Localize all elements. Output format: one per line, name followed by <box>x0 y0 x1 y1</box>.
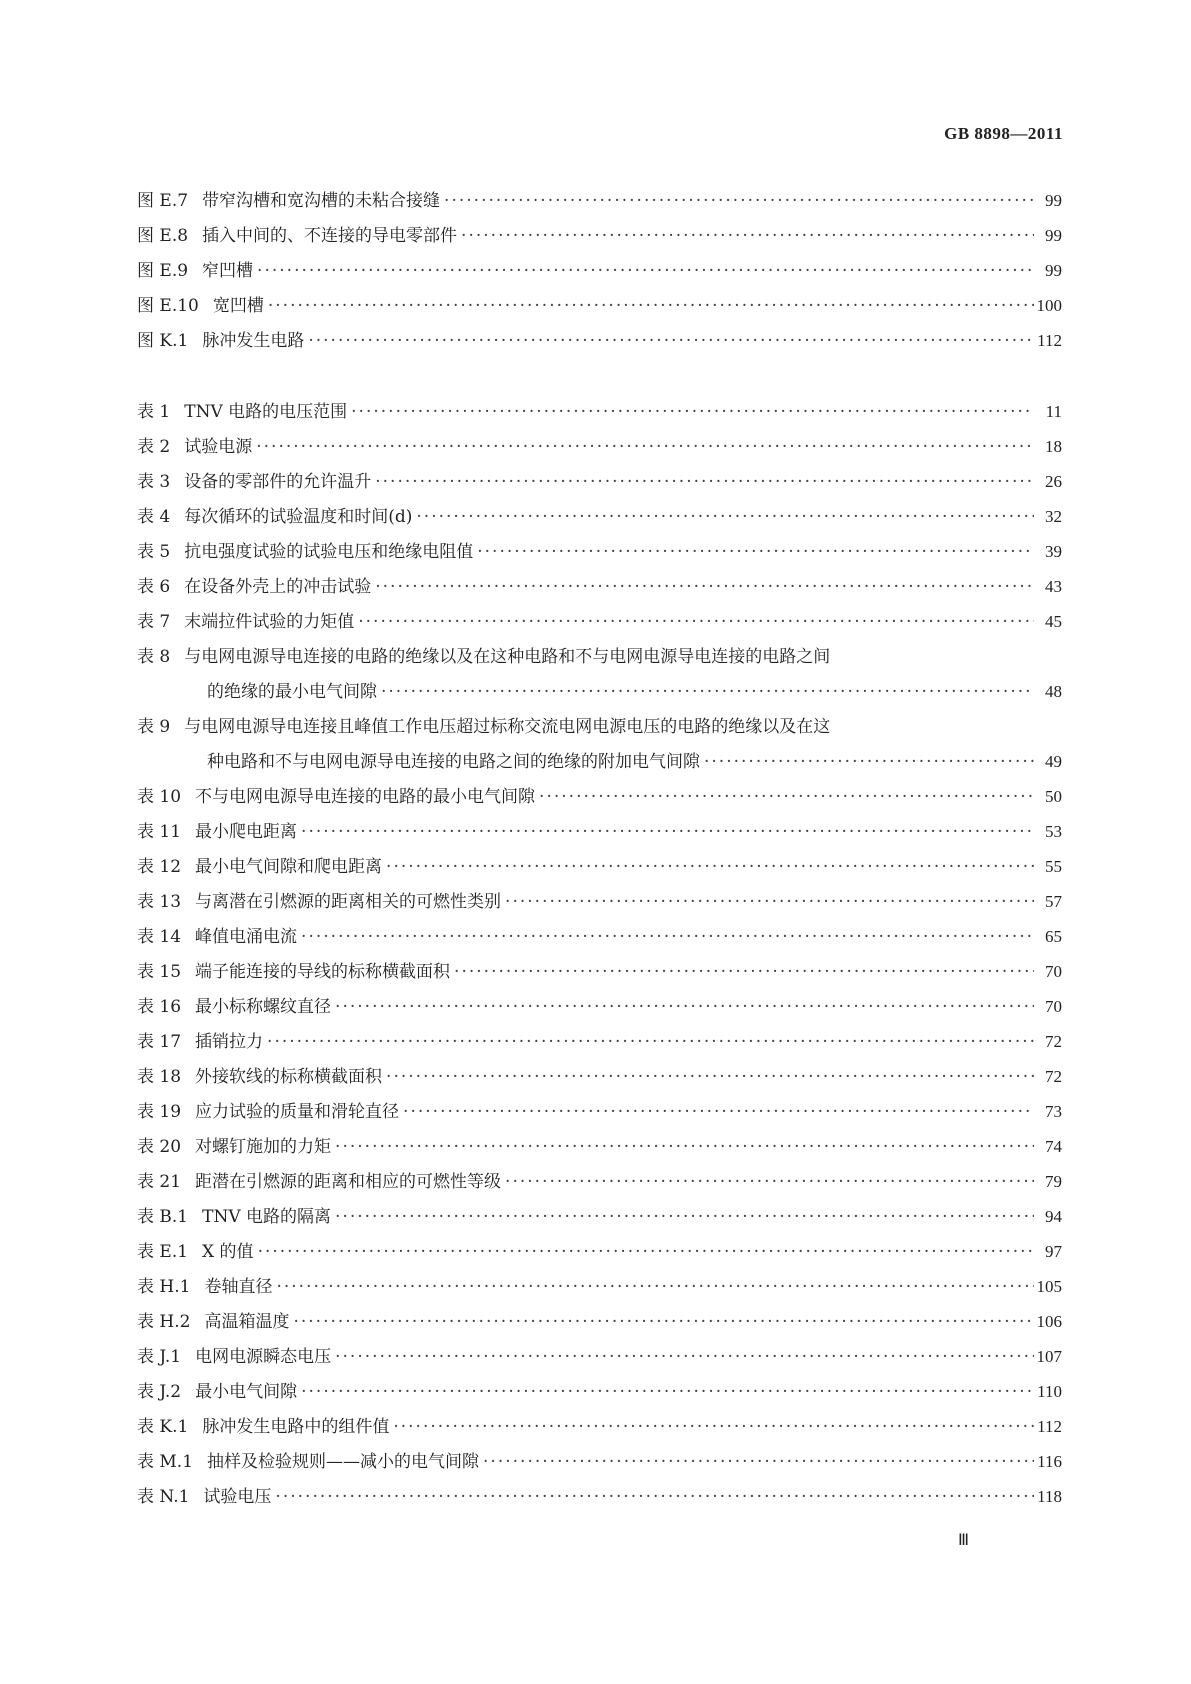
leader-dots <box>331 1346 1034 1368</box>
leader-dots <box>389 1416 1034 1438</box>
leader-dots <box>297 821 1034 843</box>
table-entry[interactable] <box>137 1333 1062 1368</box>
entry-title: 端子能连接的导线的标称横截面积 <box>195 962 451 982</box>
leader-dots <box>271 1486 1034 1508</box>
entry-label: 表 8 <box>137 647 171 667</box>
entry-title: 每次循环的试验温度和时间(d) <box>184 507 413 527</box>
entry-label: 表 11 <box>137 822 182 842</box>
table-entry[interactable] <box>137 1018 1062 1053</box>
leader-dots <box>535 786 1034 808</box>
leader-dots <box>700 751 1034 773</box>
entry-title: 最小标称螺纹直径 <box>195 997 332 1017</box>
entry-page: 105 <box>1036 1277 1062 1296</box>
entry-title-continued: 的绝缘的最小电气间隙 <box>207 682 377 702</box>
entry-page: 39 <box>1045 542 1062 561</box>
table-entry[interactable] <box>137 843 1062 878</box>
entry-title: 带窄沟槽和宽沟槽的未粘合接缝 <box>202 191 441 211</box>
entry-title: 与电网电源导电连接且峰值工作电压超过标称交流电网电源电压的电路的绝缘以及在这 <box>184 717 831 737</box>
entry-title: 卷轴直径 <box>204 1277 273 1297</box>
table-entry[interactable] <box>137 1368 1062 1403</box>
figure-list <box>137 177 1062 352</box>
entry-title: 脉冲发生电路 <box>202 331 305 351</box>
entry-label: 表 6 <box>137 577 171 597</box>
entry-label: 表 12 <box>137 857 182 877</box>
leader-dots <box>412 506 1034 528</box>
leader-dots <box>272 1276 1034 1298</box>
table-entry[interactable] <box>137 1263 1062 1298</box>
entry-title: 在设备外壳上的冲击试验 <box>184 577 372 597</box>
leader-dots <box>289 1311 1034 1333</box>
entry-title: 抽样及检验规则——减小的电气间隙 <box>207 1452 480 1472</box>
entry-label: 表 15 <box>137 962 182 982</box>
entry-label: 图 E.10 <box>137 296 199 316</box>
leader-dots <box>377 681 1034 703</box>
leader-dots <box>297 1381 1034 1403</box>
table-entry[interactable] <box>137 563 1062 598</box>
entry-page: 32 <box>1045 507 1062 526</box>
entry-page: 116 <box>1037 1452 1062 1471</box>
entry-title: 高温箱温度 <box>204 1312 290 1332</box>
table-entry[interactable] <box>137 948 1062 983</box>
table-entry[interactable] <box>137 913 1062 948</box>
table-entry[interactable] <box>137 1473 1062 1508</box>
entry-page: 26 <box>1045 472 1062 491</box>
entry-page: 43 <box>1045 577 1062 596</box>
entry-page: 94 <box>1045 1207 1062 1226</box>
entry-page: 118 <box>1037 1487 1062 1506</box>
entry-title: 对螺钉施加的力矩 <box>195 1137 332 1157</box>
table-entry[interactable] <box>137 773 1062 808</box>
leader-dots <box>371 471 1034 493</box>
entry-page: 74 <box>1045 1137 1062 1156</box>
section-gap <box>137 352 1062 388</box>
entry-label: 表 2 <box>137 437 171 457</box>
entry-page: 11 <box>1045 402 1062 421</box>
table-entry[interactable] <box>137 1298 1062 1333</box>
figure-entry[interactable] <box>137 212 1062 247</box>
entry-label: 表 1 <box>137 402 171 422</box>
leader-dots <box>371 576 1034 598</box>
entry-title: 窄凹槽 <box>202 261 254 281</box>
table-entry[interactable] <box>137 878 1062 913</box>
leader-dots <box>501 891 1034 913</box>
entry-page: 72 <box>1045 1032 1062 1051</box>
leader-dots <box>331 1206 1034 1228</box>
entry-label: 表 13 <box>137 892 182 912</box>
leader-dots <box>501 1171 1034 1193</box>
leader-dots <box>399 1101 1034 1123</box>
figure-entry[interactable] <box>137 317 1062 352</box>
entry-page: 48 <box>1045 682 1062 701</box>
entry-title: 不与电网电源导电连接的电路的最小电气间隙 <box>195 787 536 807</box>
entry-title: 试验电压 <box>203 1487 272 1507</box>
entry-page: 106 <box>1036 1312 1062 1331</box>
entry-title: 与离潜在引燃源的距离相关的可燃性类别 <box>195 892 502 912</box>
leader-dots <box>331 1136 1034 1158</box>
entry-page: 79 <box>1045 1172 1062 1191</box>
entry-label: 图 E.7 <box>137 191 189 211</box>
entry-label: 表 14 <box>137 927 182 947</box>
entry-label: 表 3 <box>137 472 171 492</box>
table-entry[interactable] <box>137 1438 1062 1473</box>
leader-dots <box>254 1241 1034 1263</box>
entry-label: 表 J.2 <box>137 1382 182 1402</box>
entry-label: 表 N.1 <box>137 1487 190 1507</box>
entry-title: 末端拉件试验的力矩值 <box>184 612 355 632</box>
leader-dots <box>354 611 1034 633</box>
entry-title: X 的值 <box>202 1242 254 1262</box>
entry-title: 插入中间的、不连接的导电零部件 <box>202 226 458 246</box>
entry-title: 设备的零部件的允许温升 <box>184 472 372 492</box>
figure-entry[interactable] <box>137 177 1062 212</box>
table-entry[interactable] <box>137 388 1062 423</box>
entry-page: 99 <box>1045 261 1062 280</box>
leader-dots <box>252 436 1034 458</box>
entry-title: 最小电气间隙和爬电距离 <box>195 857 383 877</box>
table-entry[interactable] <box>137 1053 1062 1088</box>
table-entry[interactable] <box>137 633 1062 703</box>
entry-page: 18 <box>1045 437 1062 456</box>
table-entry[interactable] <box>137 598 1062 633</box>
page-folio: Ⅲ <box>957 1532 969 1549</box>
entry-label: 图 E.9 <box>137 261 189 281</box>
entry-label: 表 17 <box>137 1032 182 1052</box>
entry-label: 表 19 <box>137 1102 182 1122</box>
entry-title: 试验电源 <box>184 437 253 457</box>
leader-dots <box>263 1031 1034 1053</box>
entry-label: 表 M.1 <box>137 1452 194 1472</box>
leader-dots <box>473 541 1034 563</box>
table-entry[interactable] <box>137 1123 1062 1158</box>
entry-page: 55 <box>1045 857 1062 876</box>
entry-page: 112 <box>1037 331 1062 350</box>
entry-label: 表 18 <box>137 1067 182 1087</box>
entry-label: 表 H.2 <box>137 1312 191 1332</box>
entry-page: 53 <box>1045 822 1062 841</box>
table-entry[interactable] <box>137 1193 1062 1228</box>
entry-label: 表 21 <box>137 1172 182 1192</box>
entry-title: 插销拉力 <box>195 1032 264 1052</box>
entry-label: 图 E.8 <box>137 226 189 246</box>
leader-dots <box>382 856 1034 878</box>
leader-dots <box>450 961 1034 983</box>
entry-page: 45 <box>1045 612 1062 631</box>
table-of-contents <box>137 177 1062 1508</box>
table-entry[interactable] <box>137 703 1062 773</box>
leader-dots <box>264 295 1034 317</box>
entry-label: 表 5 <box>137 542 171 562</box>
leader-dots <box>440 190 1034 212</box>
entry-label: 表 J.1 <box>137 1347 182 1367</box>
leader-dots <box>479 1451 1034 1473</box>
entry-title: 外接软线的标称横截面积 <box>195 1067 383 1087</box>
entry-title: 脉冲发生电路中的组件值 <box>202 1417 390 1437</box>
entry-label: 表 E.1 <box>137 1242 189 1262</box>
leader-dots <box>347 401 1034 423</box>
entry-title: 峰值电涌电流 <box>195 927 298 947</box>
entry-title: 最小爬电距离 <box>195 822 298 842</box>
entry-page: 112 <box>1037 1417 1062 1436</box>
entry-label: 表 K.1 <box>137 1417 189 1437</box>
entry-page: 99 <box>1045 191 1062 210</box>
table-entry[interactable] <box>137 458 1062 493</box>
entry-title: 电网电源瞬态电压 <box>195 1347 332 1367</box>
entry-title: TNV 电路的电压范围 <box>184 402 348 422</box>
leader-dots <box>297 926 1034 948</box>
entry-page: 49 <box>1045 752 1062 771</box>
table-entry[interactable] <box>137 1158 1062 1193</box>
leader-dots <box>253 260 1034 282</box>
leader-dots <box>457 225 1034 247</box>
table-entry[interactable] <box>137 493 1062 528</box>
standard-number: GB 8898—2011 <box>944 124 1063 143</box>
entry-label: 表 B.1 <box>137 1207 189 1227</box>
entry-title: 与电网电源导电连接的电路的绝缘以及在这种电路和不与电网电源导电连接的电路之间 <box>184 647 831 667</box>
leader-dots <box>304 330 1034 352</box>
entry-page: 97 <box>1045 1242 1062 1261</box>
entry-title: 宽凹槽 <box>212 296 264 316</box>
table-entry[interactable] <box>137 983 1062 1018</box>
table-list <box>137 388 1062 1508</box>
leader-dots <box>382 1066 1034 1088</box>
table-entry[interactable] <box>137 528 1062 563</box>
entry-title: TNV 电路的隔离 <box>202 1207 332 1227</box>
entry-title: 抗电强度试验的试验电压和绝缘电阻值 <box>184 542 474 562</box>
table-entry[interactable] <box>137 1403 1062 1438</box>
table-entry[interactable] <box>137 808 1062 843</box>
entry-label: 表 10 <box>137 787 182 807</box>
entry-page: 107 <box>1036 1347 1062 1366</box>
entry-page: 70 <box>1045 962 1062 981</box>
entry-page: 50 <box>1045 787 1062 806</box>
table-entry[interactable] <box>137 1088 1062 1123</box>
entry-page: 65 <box>1045 927 1062 946</box>
entry-page: 99 <box>1045 226 1062 245</box>
entry-title: 应力试验的质量和滑轮直径 <box>195 1102 400 1122</box>
entry-page: 72 <box>1045 1067 1062 1086</box>
entry-title-continued: 种电路和不与电网电源导电连接的电路之间的绝缘的附加电气间隙 <box>207 752 700 772</box>
entry-title: 距潜在引燃源的距离和相应的可燃性等级 <box>195 1172 502 1192</box>
figure-entry[interactable] <box>137 247 1062 282</box>
entry-label: 表 16 <box>137 997 182 1017</box>
entry-page: 110 <box>1037 1382 1062 1401</box>
entry-page: 70 <box>1045 997 1062 1016</box>
entry-page: 57 <box>1045 892 1062 911</box>
leader-dots <box>331 996 1034 1018</box>
table-entry[interactable] <box>137 1228 1062 1263</box>
entry-title: 最小电气间隙 <box>195 1382 298 1402</box>
entry-page: 100 <box>1036 296 1062 315</box>
table-entry[interactable] <box>137 423 1062 458</box>
entry-label: 表 7 <box>137 612 171 632</box>
entry-label: 表 20 <box>137 1137 182 1157</box>
entry-label: 表 4 <box>137 507 171 527</box>
entry-page: 73 <box>1045 1102 1062 1121</box>
figure-entry[interactable] <box>137 282 1062 317</box>
entry-label: 表 H.1 <box>137 1277 191 1297</box>
entry-label: 图 K.1 <box>137 331 189 351</box>
entry-label: 表 9 <box>137 717 171 737</box>
